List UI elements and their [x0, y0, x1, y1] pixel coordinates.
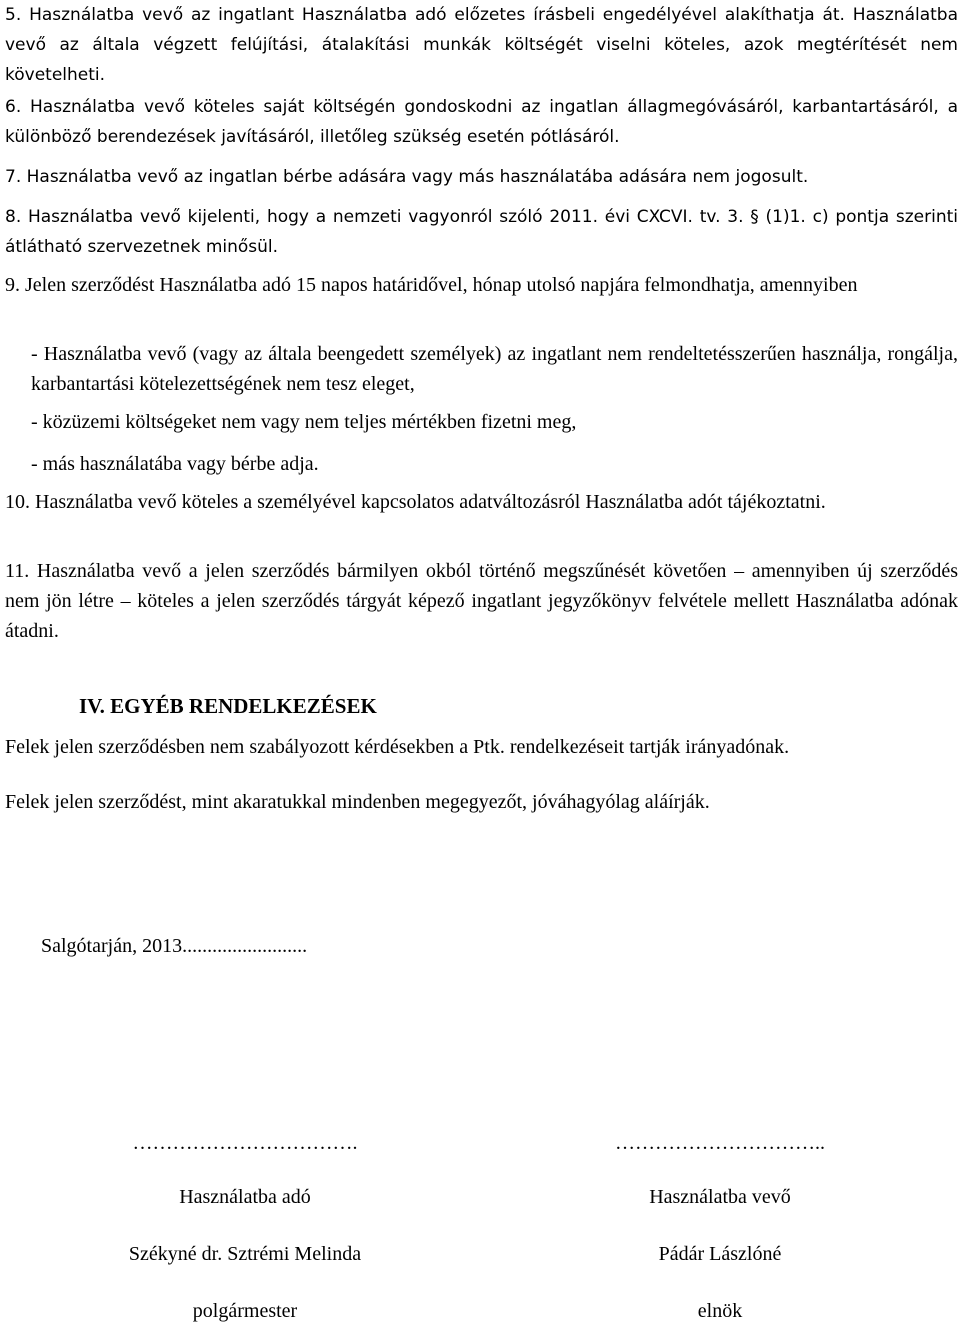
clause-5: 5. Használatba vevő az ingatlant Használatba adó előzetes írásbeli engedélyével alakíthatja át. Használatba vevő az általa végzett felújítási, átalakítási munkák költségét viselni köteles, azok megtérítését nem követelheti.: [5, 5, 958, 85]
signature-role-right: Használatba vevő: [649, 1186, 791, 1208]
place-date: Salgótarján, 2013.........................: [41, 935, 308, 957]
clause-9-item-a: - Használatba vevő (vagy az általa beengedett személyek) az ingatlant nem rendeltetésszerűen használja, rongálja, karbantartási kötelezettségének nem tesz eleget,: [31, 343, 958, 395]
signature-line-right: …………………………..: [615, 1132, 825, 1154]
signature-role-left: Használatba adó: [179, 1186, 311, 1208]
signature-line-left: …………………………….: [132, 1132, 358, 1154]
clause-8: 8. Használatba vevő kijelenti, hogy a nemzeti vagyonról szóló 2011. évi CXCVI. tv. 3. § (1)1. c) pontja szerinti átlátható szervezetnek minősül.: [5, 207, 958, 257]
clause-9-item-b: - közüzemi költségeket nem vagy nem teljes mértékben fizetni meg,: [31, 411, 577, 433]
clause-9: 9. Jelen szerződést Használatba adó 15 napos határidővel, hónap utolsó napjára felmondhatja, amennyiben: [5, 274, 858, 296]
signature-title-right: elnök: [697, 1300, 743, 1322]
clause-11: 11. Használatba vevő a jelen szerződés bármilyen okból történő megszűnését követően – amennyiben új szerződés nem jön létre – köteles a jelen szerződés tárgyát képező ingatlant jegyzőkönyv felvétele mellett Használatba adónak átadni.: [5, 560, 958, 642]
signature-title-left: polgármester: [192, 1300, 298, 1322]
clause-7: 7. Használatba vevő az ingatlan bérbe adására vagy más használatába adására nem jogosult.: [5, 167, 809, 187]
section-paragraph-2: Felek jelen szerződést, mint akaratukkal mindenben megegyezőt, jóváhagyólag aláírják.: [5, 791, 710, 813]
signature-name-left: Székyné dr. Sztrémi Melinda: [128, 1243, 362, 1265]
clause-10: 10. Használatba vevő köteles a személyével kapcsolatos adatváltozásról Használatba adót tájékoztatni.: [5, 491, 826, 513]
clause-9-item-c: - más használatába vagy bérbe adja.: [31, 453, 319, 475]
clause-6: 6. Használatba vevő köteles saját költségén gondoskodni az ingatlan állagmegóvásáról, karbantartásáról, a különböző berendezések javításáról, illetőleg szükség esetén pótlásáról.: [5, 97, 958, 147]
section-heading: IV. EGYÉB RENDELKEZÉSEK: [79, 694, 377, 718]
section-paragraph-1: Felek jelen szerződésben nem szabályozott kérdésekben a Ptk. rendelkezéseit tartják irányadónak.: [5, 736, 790, 758]
signature-name-right: Pádár Lászlóné: [658, 1243, 782, 1265]
